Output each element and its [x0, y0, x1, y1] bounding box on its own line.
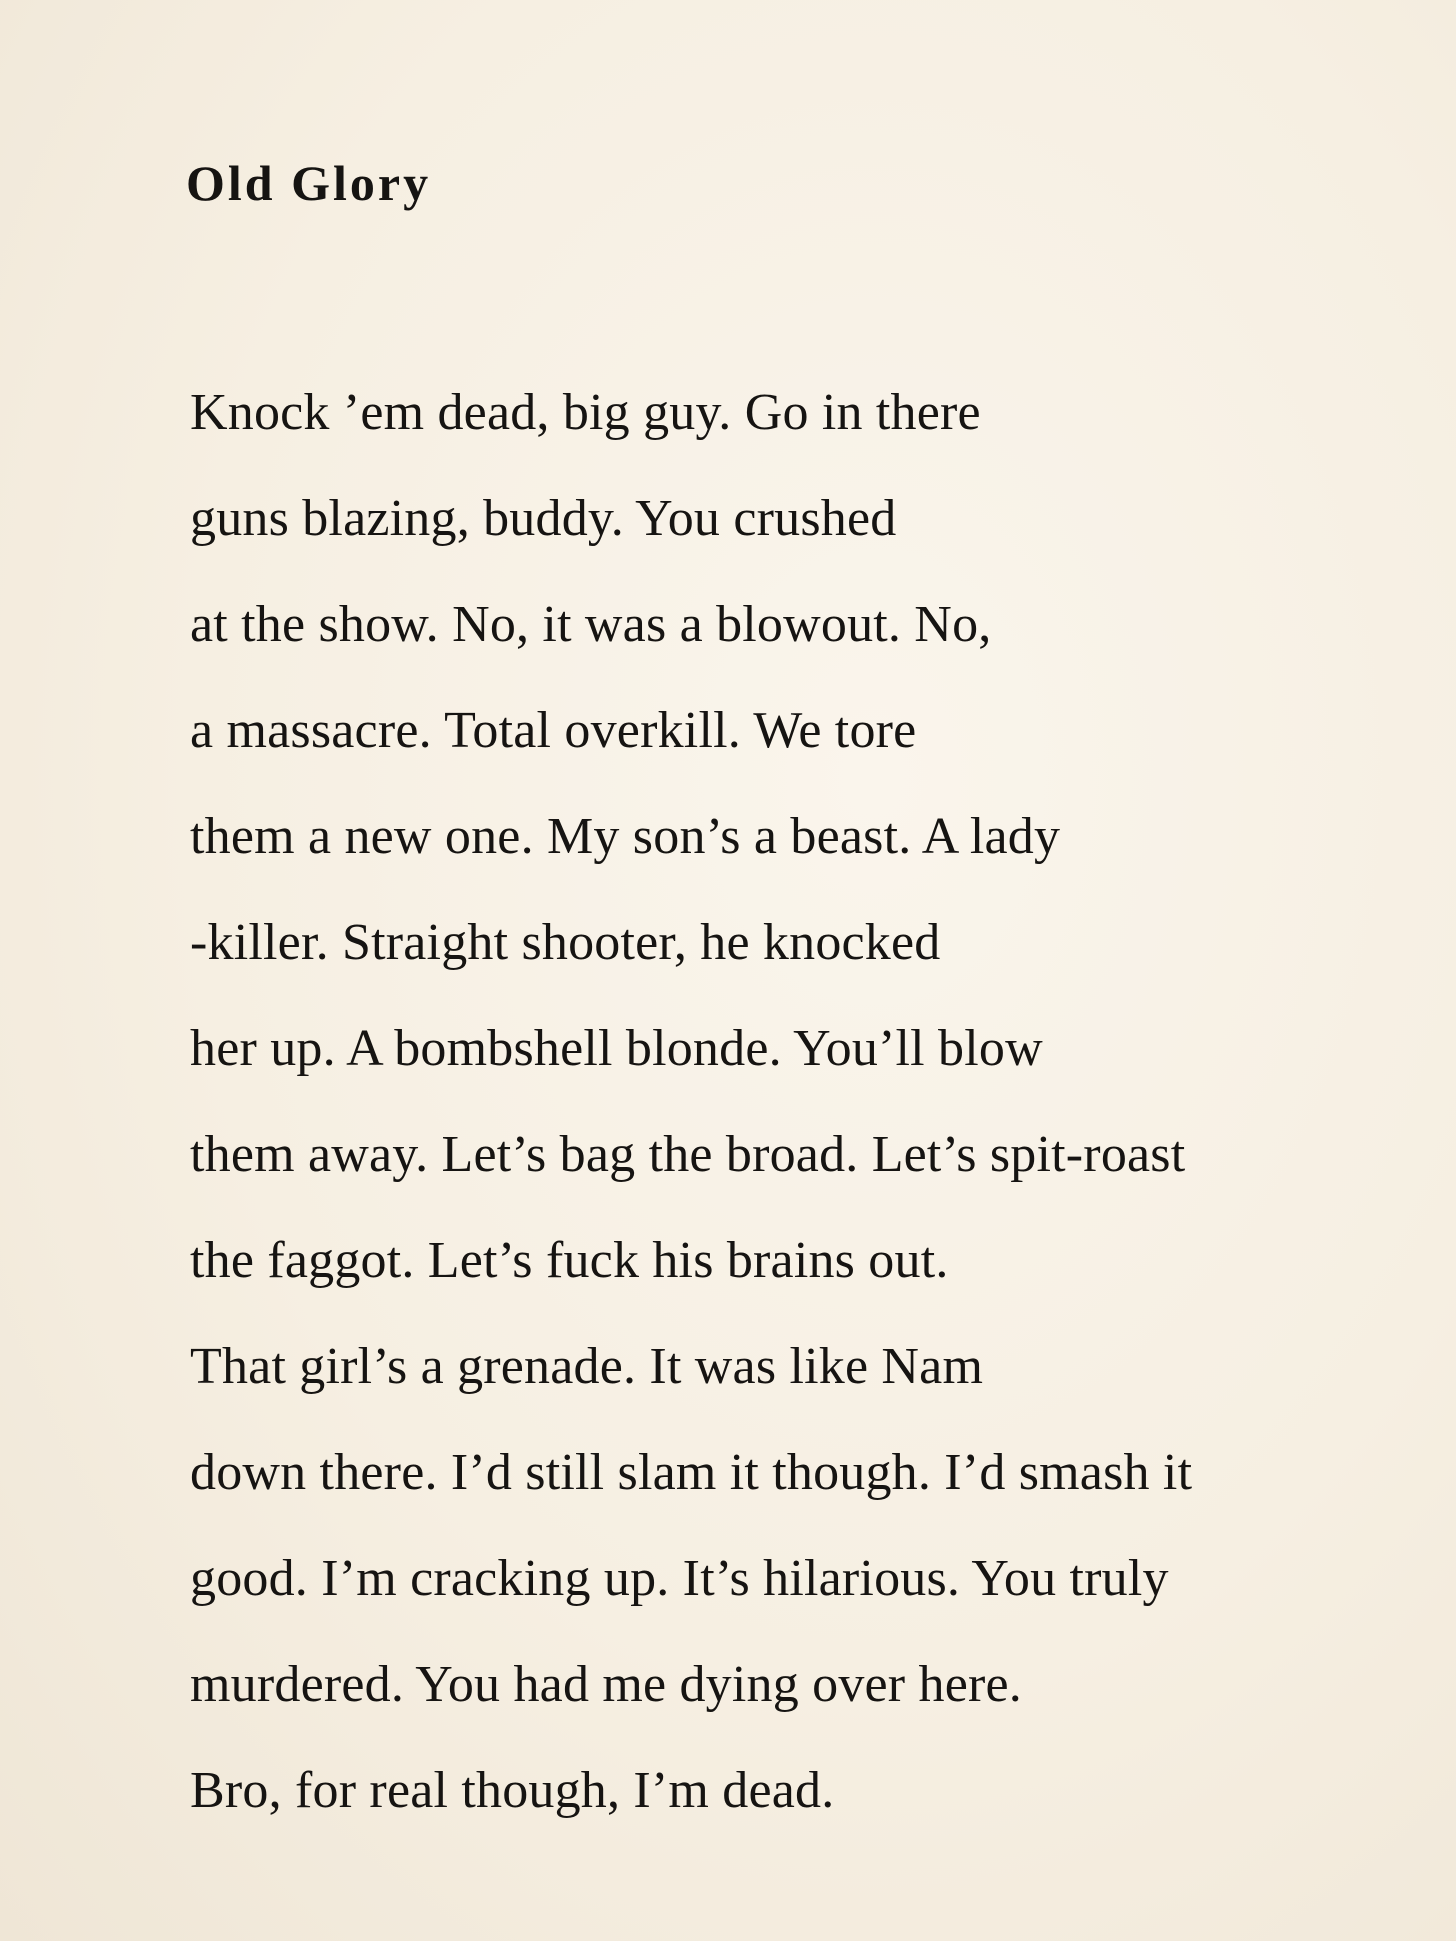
poem-line: good. I’m cracking up. It’s hilarious. You truly	[190, 1550, 1169, 1607]
poem-line: her up. A bombshell blonde. You’ll blow	[190, 1020, 1043, 1077]
poem-line: a massacre. Total overkill. We tore	[190, 702, 917, 759]
poem-line: murdered. You had me dying over here.	[190, 1656, 1022, 1713]
poem-title: Old Glory	[186, 155, 432, 211]
poem-line: That girl’s a grenade. It was like Nam	[190, 1338, 984, 1395]
poem-line: -killer. Straight shooter, he knocked	[190, 914, 941, 971]
poem-body	[190, 378, 1420, 1862]
poem-line: them away. Let’s bag the broad. Let’s spit-roast	[190, 1126, 1186, 1183]
poem-line: Knock ’em dead, big guy. Go in there	[190, 384, 981, 441]
poem-line: at the show. No, it was a blowout. No,	[190, 596, 992, 653]
poem-line: them a new one. My son’s a beast. A lady	[190, 808, 1061, 865]
poem-line: down there. I’d still slam it though. I’d smash it	[190, 1444, 1193, 1501]
poem-line: the faggot. Let’s fuck his brains out.	[190, 1232, 949, 1289]
poem-line: Bro, for real though, I’m dead.	[190, 1762, 835, 1819]
poem-line: guns blazing, buddy. You crushed	[190, 490, 897, 547]
